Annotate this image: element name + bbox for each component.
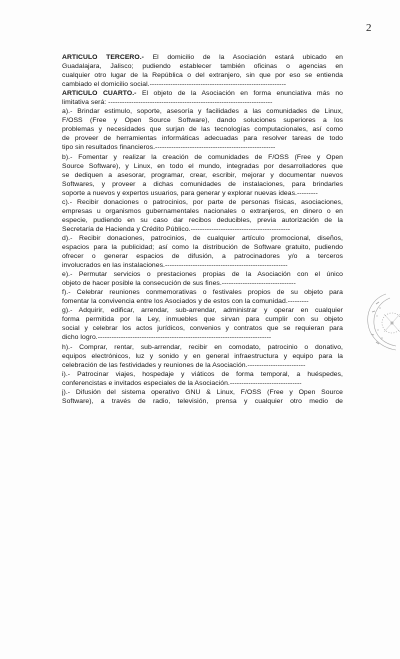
- line-text: c).- Recibir donaciones o patrocinios, por parte de personas físicas, asociaciones,: [62, 198, 343, 206]
- line-text: problemas y necesidades que surjan de las tecnologías computacionales, así como: [62, 126, 343, 134]
- text-line: [62, 397, 343, 406]
- line-text: a).- Brindar estimulo, soporte, asesoría y facilidades a las comunidades de Linux,: [62, 108, 343, 116]
- line-text: se dediquen a asesorar, programar, crear, escribir, mejorar y documentar nuevos: [62, 171, 343, 179]
- line-text: forma permitida por la Ley, inmuebles que sirvan para cumplir con su objeto: [62, 316, 343, 324]
- text-line: [62, 143, 343, 152]
- text-line: [62, 234, 343, 243]
- text-line: [62, 379, 343, 388]
- text-line: [62, 162, 343, 171]
- text-line: [62, 388, 343, 397]
- line-text: b).- Fomentar y realizar la creación de comunidades de F/OSS (Free y Open: [62, 153, 343, 161]
- line-text: objeto de hacer posible la consecución de sus fines.--------------------------------: [62, 280, 296, 288]
- line-text: Softwares, y proveer a dichas comunidades de instalaciones, para brindarles: [62, 180, 343, 188]
- text-line: [62, 89, 343, 98]
- line-text: e).- Permutar servicios o prestaciones propias de la Asociación con el único: [62, 271, 343, 279]
- text-line: [62, 80, 343, 89]
- text-line: [62, 171, 343, 180]
- page-number: 2: [366, 22, 372, 34]
- line-text: ofrecer o generar espacios de difusión, a patrocinadores y/o a terceros: [62, 253, 343, 261]
- text-line: [62, 288, 343, 297]
- text-line: [62, 134, 343, 143]
- article-heading: ARTICULO CUARTO.-: [62, 90, 137, 98]
- line-text: cambiado el domicilio social.-----------------------------------------------------------: [62, 81, 287, 89]
- text-line: [62, 361, 343, 370]
- text-line: [62, 125, 343, 134]
- text-line: [62, 252, 343, 261]
- text-line: [62, 153, 343, 162]
- text-line: [62, 225, 343, 234]
- line-text: cualquier otro lugar de la República o del extranjero, sin que por eso se entienda: [62, 72, 343, 80]
- line-text: espacios para la publicidad; así como la distribución de Software gratuito, pudiendo: [62, 243, 343, 251]
- text-line: [62, 116, 343, 125]
- text-line: [62, 53, 343, 62]
- line-text: Software), a través de radio, televisión, prensa y cualquier otro medio de: [62, 397, 343, 405]
- line-text: El objeto de la Asociación en forma enunciativa más no: [136, 90, 343, 98]
- line-text: i).- Patrocinar viajes, hospedaje y viáticos de forma temporal, a huéspedes,: [62, 370, 343, 378]
- text-line: [62, 352, 343, 361]
- document-body: [62, 53, 343, 406]
- text-line: [62, 306, 343, 315]
- text-line: [62, 261, 343, 270]
- line-text: h).- Comprar, rentar, sub-arrendar, recibir en comodato, patrocinio o donativo,: [62, 343, 343, 351]
- line-text: de proveer de herramientas informáticas adecuadas para resolver tareas de todo: [62, 135, 343, 143]
- text-line: [62, 98, 343, 107]
- line-text: Guadalajara, Jalisco; pudiendo establecer también oficinas o agencias en: [62, 63, 343, 71]
- line-text: Source Software), y Linux, en todo el mundo, integradas por desarrolladores que: [62, 162, 343, 170]
- text-line: [62, 180, 343, 189]
- text-line: [62, 333, 343, 342]
- text-line: [62, 198, 343, 207]
- line-text: Secretaría de Hacienda y Crédito Público.-------------------------------------------: [62, 225, 291, 233]
- article-heading: ARTICULO TERCERO.-: [62, 54, 144, 61]
- line-text: j).- Difusión del sistema operativo GNU & Linux, F/OSS (Free y Open Source: [62, 388, 343, 396]
- text-line: [62, 243, 343, 252]
- line-text: empresas u organismos gubernamentales nacionales o extranjeros, en dinero o en: [62, 207, 343, 215]
- line-text: celebración de las festividades y reuniones de la Asociación.-------------------------: [62, 361, 306, 369]
- text-line: [62, 370, 343, 379]
- notary-seal-stamp: [356, 290, 400, 360]
- line-text: involucrados en las instalaciones.-----------------------------------------------------: [62, 262, 288, 270]
- text-line: [62, 62, 343, 71]
- text-line: [62, 216, 343, 225]
- text-line: [62, 107, 343, 116]
- line-text: f).- Celebrar reuniones conmemorativas o festivales propios de su objeto para: [62, 289, 343, 297]
- line-text: soporte a nuevos y expertos usuarios, para generar y explorar nuevas ideas.---------: [62, 189, 318, 197]
- line-text: g).- Adquirir, edificar, arrendar, sub-arrendar, administrar y operar en cualquier: [62, 307, 343, 315]
- text-line: [62, 324, 343, 333]
- text-line: [62, 279, 343, 288]
- line-text: conferencistas e invitados especiales de la Asociación.-------------------------------: [62, 379, 302, 387]
- line-text: equipos electrónicos, luz y sonido y en general infraestructura y equipo para la: [62, 352, 343, 360]
- text-line: [62, 270, 343, 279]
- text-line: [62, 71, 343, 80]
- line-text: tipo sin resultados financieros.----------------------------------------------------: [62, 144, 276, 152]
- line-text: limitativa será: -----------------------------------------------------------------------: [62, 99, 273, 107]
- line-text: dicho logro.---------------------------------------------------------------------------: [62, 334, 272, 342]
- text-line: [62, 207, 343, 216]
- line-text: d).- Recibir donaciones, patrocinios, de cualquier artículo promocional, diseños,: [62, 234, 343, 242]
- text-line: [62, 297, 343, 306]
- line-text: especie, pudiendo en su caso dar recibos deducibles, previa autorización de la: [62, 216, 343, 224]
- text-line: [62, 343, 343, 352]
- line-text: F/OSS (Free y Open Source Software), dando soluciones superiores a los: [62, 117, 343, 125]
- line-text: social y celebrar los actos jurídicos, convenios y contratos que se requieran para: [62, 325, 343, 333]
- text-line: [62, 189, 343, 198]
- text-line: [62, 315, 343, 324]
- line-text: fomentar la convivencia entre los Asociados y de estos con la comunidad.---------: [62, 298, 309, 306]
- line-text: El domicilio de la Asociación estará ubicado en: [143, 54, 343, 61]
